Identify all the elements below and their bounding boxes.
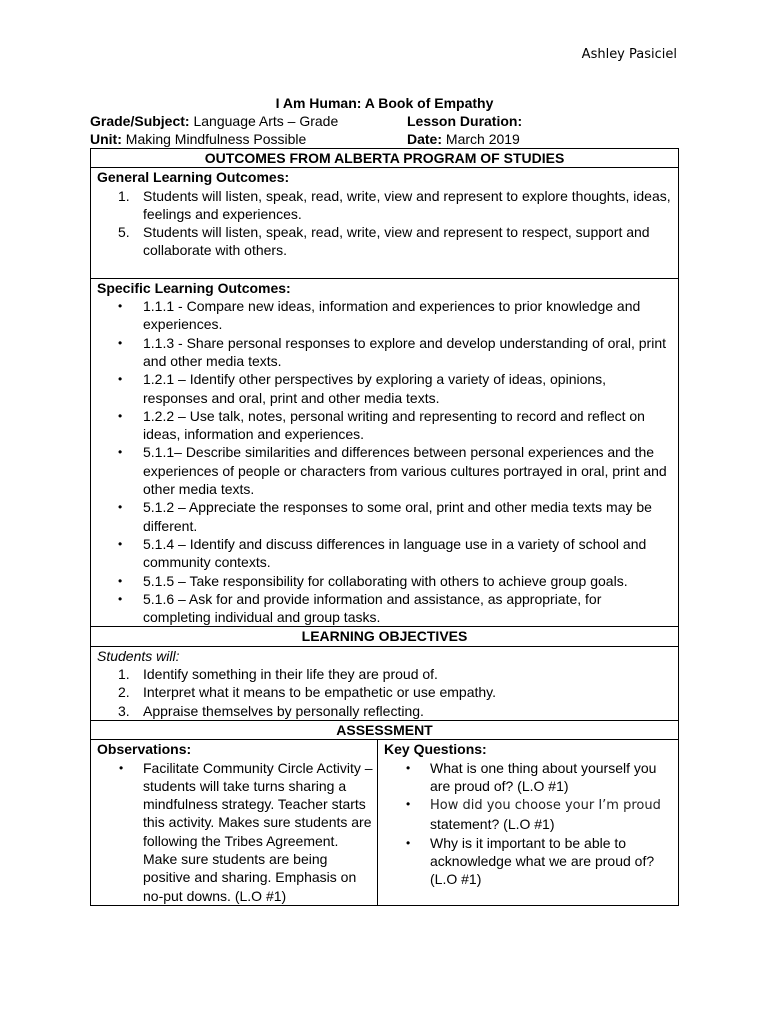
list-item: 2. Interpret what it means to be empathetic or use empathy. <box>118 684 497 701</box>
date-value: March 2019 <box>442 131 520 147</box>
grade-value: Language Arts – Grade <box>189 113 339 129</box>
list-item: • 1.2.1 – Identify other perspectives by exploring a variety of ideas, opinions, responses and oral, print and other media texts. <box>118 371 607 406</box>
duration-label: Lesson Duration: <box>407 113 523 129</box>
observations-title: Observations: <box>97 741 192 758</box>
list-item: • 5.1.6 – Ask for and provide information and assistance, as appropriate, for completing individual and group tasks. <box>118 590 602 626</box>
observations-cell <box>91 740 378 906</box>
specific-outcomes-cell <box>91 278 679 627</box>
list-item: • 5.1.1– Describe similarities and differences between personal experiences and the experiences of people or characters from various cultures portrayed in oral, print and other media texts. <box>118 444 667 498</box>
list-item: • 5.1.4 – Identify and discuss differences in language use in a variety of school and community contexts. <box>118 535 647 571</box>
objectives-header: LEARNING OBJECTIVES <box>91 627 679 646</box>
key-questions-title: Key Questions: <box>384 741 487 758</box>
list-item: • 1.1.1 - Compare new ideas, information and experiences to prior knowledge and experiences. <box>118 298 641 333</box>
list-item: 5. Students will listen, speak, read, write, view and represent to respect, support and collaborate with others. <box>118 224 650 259</box>
objectives-cell <box>91 646 679 720</box>
key-questions-list <box>384 759 676 889</box>
observations-list <box>97 759 375 905</box>
grade-label: Grade/Subject: <box>90 113 190 129</box>
meta-row-2 <box>90 130 679 148</box>
general-outcomes-title: General Learning Outcomes: <box>97 169 290 186</box>
specific-outcomes-list <box>97 297 672 626</box>
meta-row-1 <box>90 112 679 130</box>
list-item: 1. Students will listen, speak, read, write, view and represent to explore thoughts, ideas, feelings and experiences. <box>118 187 671 222</box>
assessment-header: ASSESSMENT <box>91 720 679 739</box>
list-item: • How did you choose your I’m proud statement? (L.O #1) <box>406 797 661 833</box>
list-item: • 1.1.3 - Share personal responses to explore and develop understanding of oral, print and other media texts. <box>118 334 667 369</box>
list-item: • 5.1.5 – Take responsibility for collaborating with others to achieve group goals. <box>118 572 628 589</box>
author-name: Ashley Pasiciel <box>581 47 677 62</box>
list-item: • 1.2.2 – Use talk, notes, personal writing and representing to record and reflect on ideas, information and experiences. <box>118 407 645 443</box>
unit-label: Unit: <box>90 131 122 147</box>
outcomes-table <box>90 148 679 906</box>
date-label: Date: <box>407 131 443 147</box>
key-questions-cell <box>378 740 679 906</box>
list-item: • 5.1.2 – Appreciate the responses to some oral, print and other media texts may be different. <box>118 499 652 534</box>
lesson-title: I Am Human: A Book of Empathy <box>275 95 494 111</box>
list-item: 1. Identify something in their life they are proud of. <box>118 666 438 683</box>
list-item: • Facilitate Community Circle Activity – students will take turns sharing a mindfulness strategy. Teacher starts this activity. Makes sure students are following the Tribes Agreement. Make sure students are being positive and sharing. Emphasis on no-put downs. (L.O #1) <box>119 759 373 904</box>
objectives-intro: Students will: <box>97 647 180 664</box>
outcomes-header: OUTCOMES FROM ALBERTA PROGRAM OF STUDIES <box>91 149 679 168</box>
general-outcomes-cell <box>91 168 679 278</box>
objectives-list <box>97 665 672 720</box>
unit-value: Making Mindfulness Possible <box>121 131 307 147</box>
lesson-plan <box>90 94 679 906</box>
specific-outcomes-title: Specific Learning Outcomes: <box>97 279 291 296</box>
list-item: • What is one thing about yourself you are proud of? (L.O #1) <box>406 759 657 794</box>
list-item: 3. Appraise themselves by personally reflecting. <box>118 702 424 719</box>
general-outcomes-list <box>97 187 672 260</box>
list-item: • Why is it important to be able to acknowledge what we are proud of? (L.O #1) <box>406 834 655 888</box>
